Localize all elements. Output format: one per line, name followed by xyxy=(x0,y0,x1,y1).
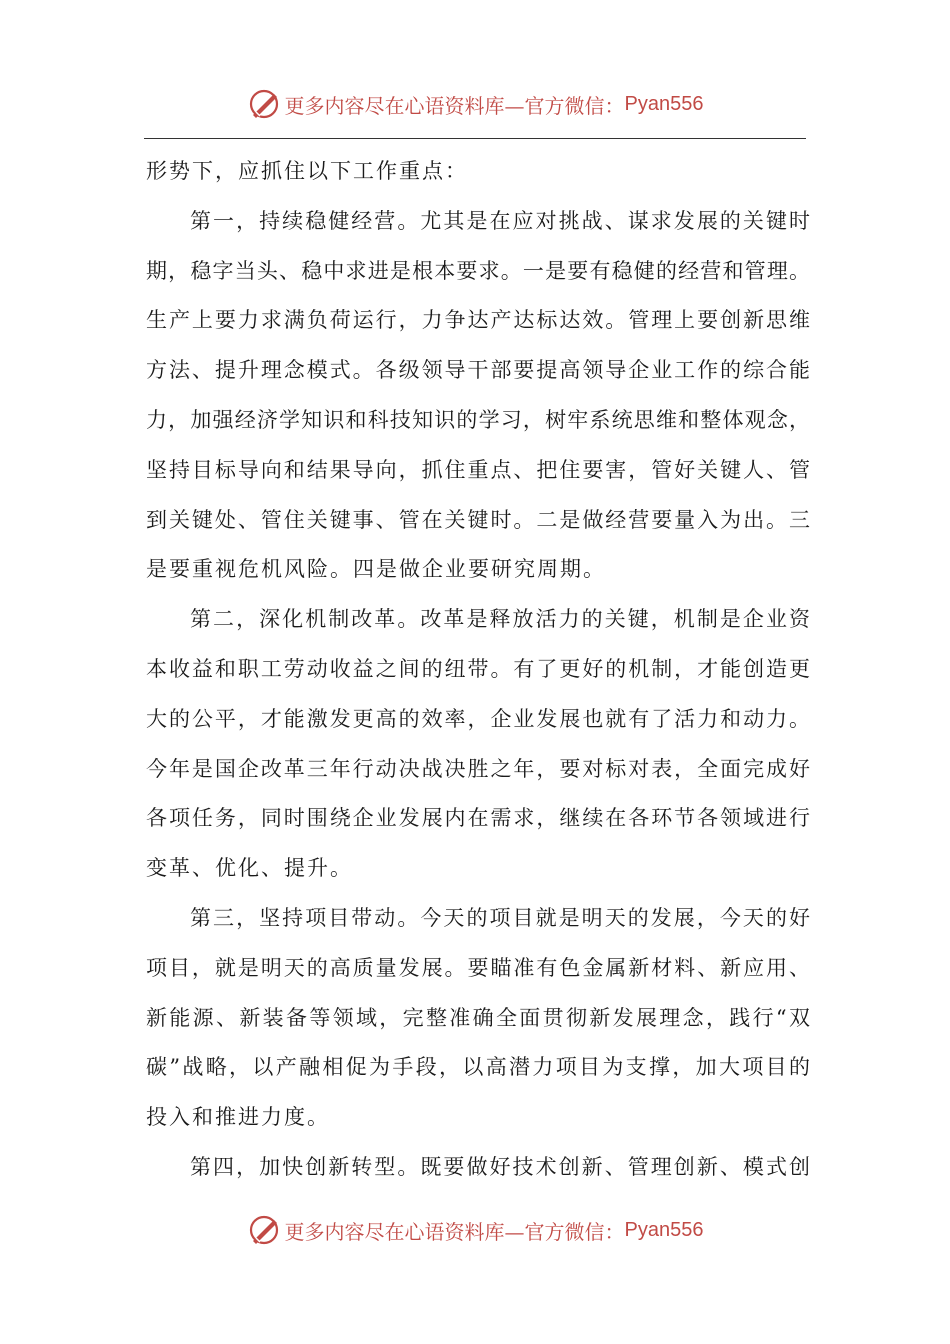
body-line: 期，稳字当头、稳中求进是根本要求。一是要有稳健的经营和管理。 xyxy=(146,258,810,283)
body-line: 新能源、新装备等领域，完整准确全面贯彻新发展理念，践行“双 xyxy=(146,1005,810,1030)
body-line: 方法、提升理念模式。各级领导干部要提高领导企业工作的综合能 xyxy=(146,358,810,383)
body-line: 本收益和职工劳动收益之间的纽带。有了更好的机制，才能创造更 xyxy=(146,656,810,681)
header-banner-text: 更多内容尽在心语资料库—官方微信： xyxy=(284,93,625,118)
document-body xyxy=(146,147,810,1193)
paragraph-3-start: 第三，坚持项目带动。今天的项目就是明天的发展，今天的好 xyxy=(190,905,810,930)
paragraph-2-start: 第二，深化机制改革。改革是释放活力的关键，机制是企业资 xyxy=(190,607,810,632)
body-line: 坚持目标导向和结果导向，抓住重点、把住要害，管好关键人、管 xyxy=(146,457,810,482)
body-line: 生产上要力求满负荷运行，力争达产达标达效。管理上要创新思维 xyxy=(146,308,810,333)
header-banner xyxy=(0,84,950,124)
body-line: 大的公平，才能激发更高的效率，企业发展也就有了活力和动力。 xyxy=(146,706,810,731)
body-line: 到关键处、管住关键事、管在关键时。二是做经营要量入为出。三 xyxy=(146,507,810,532)
header-divider xyxy=(144,138,806,139)
footer-banner-text: 更多内容尽在心语资料库—官方微信： xyxy=(284,1219,625,1244)
pen-logo-icon xyxy=(247,1213,281,1247)
body-line: 投入和推进力度。 xyxy=(146,1105,330,1130)
pen-logo-icon xyxy=(247,87,281,121)
body-line: 今年是国企改革三年行动决战决胜之年，要对标对表，全面完成好 xyxy=(146,756,810,781)
body-line: 变革、优化、提升。 xyxy=(146,856,353,881)
body-line: 是要重视危机风险。四是做企业要研究周期。 xyxy=(146,557,606,582)
body-line: 力，加强经济学知识和科技知识的学习，树牢系统思维和整体观念， xyxy=(146,407,810,432)
header-banner-wechat-id: Pyan556 xyxy=(624,92,704,115)
body-line: 各项任务，同时围绕企业发展内在需求，继续在各环节各领域进行 xyxy=(146,806,810,831)
footer-banner-wechat-id: Pyan556 xyxy=(624,1218,704,1241)
body-line: 形势下，应抓住以下工作重点： xyxy=(146,159,468,183)
paragraph-1-start: 第一，持续稳健经营。尤其是在应对挑战、谋求发展的关键时 xyxy=(190,208,810,233)
footer-banner xyxy=(0,1210,950,1250)
body-line: 碳”战略，以产融相促为手段，以高潜力项目为支撑，加大项目的 xyxy=(146,1055,810,1080)
paragraph-4-start: 第四，加快创新转型。既要做好技术创新、管理创新、模式创 xyxy=(190,1154,810,1179)
body-line: 项目，就是明天的高质量发展。要瞄准有色金属新材料、新应用、 xyxy=(146,955,810,980)
